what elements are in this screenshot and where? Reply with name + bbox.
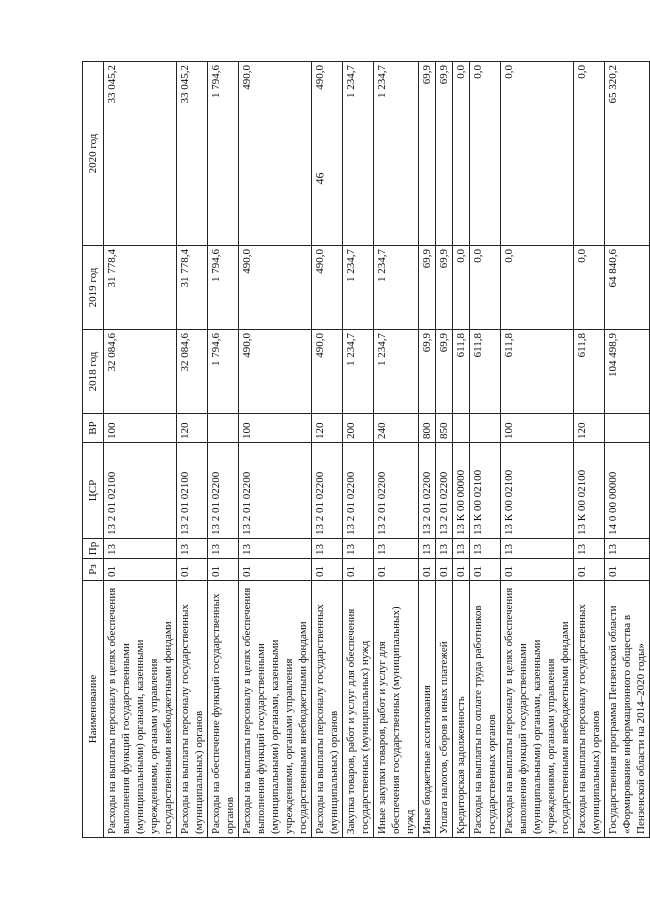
cell-csr: 13 2 01 02200 [208,443,239,539]
cell-2018: 69,9 [436,330,453,414]
page-number: 46 [312,172,327,185]
cell-pr: 13 [501,539,574,559]
cell-rz: 01 [436,559,453,581]
cell-vr: 100 [501,414,574,443]
cell-name: Кредиторская задолженность [453,581,470,838]
cell-2018: 611,8 [453,330,470,414]
table-row [239,62,312,838]
cell-2020: 490,0 [312,62,343,246]
cell-2019: 69,9 [436,246,453,330]
cell-2018: 1 234,7 [343,330,374,414]
cell-name: Расходы на выплаты персоналу государственных (муниципальных) органов [177,581,208,838]
cell-vr: 200 [343,414,374,443]
cell-2020: 69,9 [436,62,453,246]
cell-pr: 13 [574,539,605,559]
cell-name: Расходы на выплаты персоналу государственных (муниципальных) органов [574,581,605,838]
cell-vr: 240 [374,414,419,443]
cell-csr: 13 К 00 02100 [574,443,605,539]
cell-name: Расходы на выплаты персоналу в целях обеспечения выполнения функций государственными (муниципальными) органами, казенными учреждениями, органами управления государственными внебюджетными фондами [104,581,177,838]
cell-vr [208,414,239,443]
header-csr: ЦСР [83,443,104,539]
cell-2019: 1 234,7 [374,246,419,330]
cell-vr: 800 [419,414,436,443]
cell-2019: 31 778,4 [104,246,177,330]
cell-name: Иные бюджетные ассигнования [419,581,436,838]
cell-csr: 13 2 01 02200 [239,443,312,539]
cell-vr [470,414,501,443]
cell-rz: 01 [177,559,208,581]
cell-2020: 0,0 [470,62,501,246]
cell-2018: 32 084,6 [177,330,208,414]
cell-2020: 490,0 [239,62,312,246]
cell-name: Расходы на выплаты персоналу государственных (муниципальных) органов [312,581,343,838]
cell-2018: 490,0 [312,330,343,414]
cell-pr: 13 [419,539,436,559]
cell-vr: 100 [239,414,312,443]
table-row [453,62,470,838]
cell-pr: 13 [453,539,470,559]
table-row [501,62,574,838]
cell-rz: 01 [574,559,605,581]
cell-2019: 31 778,4 [177,246,208,330]
cell-2020: 65 320,2 [605,62,650,246]
cell-pr: 13 [208,539,239,559]
table-row [605,62,650,838]
table-header-row [83,62,104,838]
table-row [343,62,374,838]
cell-2020: 69,9 [419,62,436,246]
header-pr: Пр [83,539,104,559]
cell-pr: 13 [177,539,208,559]
cell-csr: 13 2 01 02100 [104,443,177,539]
cell-2020: 1 234,7 [343,62,374,246]
cell-csr: 13 2 01 02200 [374,443,419,539]
cell-rz: 01 [312,559,343,581]
cell-2019: 1 794,6 [208,246,239,330]
cell-pr: 13 [312,539,343,559]
cell-name: Расходы на обеспечение функций государственных органов [208,581,239,838]
cell-name: Иные закупки товаров, работ и услуг для обеспечения государственных (муниципальных) нужд [374,581,419,838]
table-row [436,62,453,838]
cell-csr: 13 2 01 02200 [312,443,343,539]
cell-name: Закупка товаров, работ и услуг для обеспечения государственных (муниципальных) нужд [343,581,374,838]
cell-2020: 33 045,2 [104,62,177,246]
cell-pr: 13 [239,539,312,559]
cell-vr [453,414,470,443]
cell-rz: 01 [208,559,239,581]
cell-2018: 490,0 [239,330,312,414]
cell-rz: 01 [453,559,470,581]
cell-name: Уплата налогов, сборов и иных платежей [436,581,453,838]
cell-vr: 120 [312,414,343,443]
cell-pr: 13 [104,539,177,559]
cell-rz: 01 [239,559,312,581]
cell-csr: 13 2 01 02200 [436,443,453,539]
header-2018: 2018 год [83,330,104,414]
table-row [177,62,208,838]
cell-2018: 1 794,6 [208,330,239,414]
cell-pr: 13 [374,539,419,559]
cell-2019: 0,0 [574,246,605,330]
header-2019: 2019 год [83,246,104,330]
table-row [208,62,239,838]
cell-csr: 13 К 00 00000 [453,443,470,539]
cell-2019: 490,0 [312,246,343,330]
header-2020: 2020 год [83,62,104,246]
cell-csr: 13 К 00 02100 [501,443,574,539]
cell-2019: 0,0 [453,246,470,330]
header-name: Наименование [83,581,104,838]
cell-csr: 14 0 00 00000 [605,443,650,539]
cell-vr: 850 [436,414,453,443]
table-row [419,62,436,838]
cell-2019: 64 840,6 [605,246,650,330]
cell-2020: 1 794,6 [208,62,239,246]
table-row [104,62,177,838]
cell-rz: 01 [343,559,374,581]
cell-rz: 01 [470,559,501,581]
rotated-page-content [82,62,647,838]
cell-vr: 100 [104,414,177,443]
cell-name: Государственная программа Пензенской области «Формирование информационного общества в Пензенской области на 2014–2020 годы» [605,581,650,838]
cell-pr: 13 [605,539,650,559]
cell-2018: 611,8 [501,330,574,414]
cell-pr: 13 [470,539,501,559]
cell-vr: 120 [177,414,208,443]
table-row [470,62,501,838]
cell-2019: 490,0 [239,246,312,330]
cell-2019: 1 234,7 [343,246,374,330]
cell-csr: 13 2 01 02100 [177,443,208,539]
cell-2018: 32 084,6 [104,330,177,414]
cell-2019: 0,0 [470,246,501,330]
cell-name: Расходы на выплаты по оплате труда работников государственных органов [470,581,501,838]
cell-2018: 611,8 [470,330,501,414]
cell-rz: 01 [104,559,177,581]
cell-csr: 13 К 00 02100 [470,443,501,539]
header-vr: ВР [83,414,104,443]
cell-2020: 0,0 [574,62,605,246]
table-row [574,62,605,838]
cell-2019: 0,0 [501,246,574,330]
cell-rz: 01 [501,559,574,581]
cell-2018: 611,8 [574,330,605,414]
cell-name: Расходы на выплаты персоналу в целях обеспечения выполнения функций государственными (муниципальными) органами, казенными учреждениями, органами управления государственными внебюджетными фондами [501,581,574,838]
table-row [312,62,343,838]
cell-pr: 13 [436,539,453,559]
cell-rz: 01 [374,559,419,581]
cell-csr: 13 2 01 02200 [419,443,436,539]
cell-vr: 120 [574,414,605,443]
header-rz: Рз [83,559,104,581]
cell-2018: 104 498,9 [605,330,650,414]
cell-rz: 01 [419,559,436,581]
cell-2018: 69,9 [419,330,436,414]
cell-csr: 13 2 01 02200 [343,443,374,539]
cell-2020: 0,0 [453,62,470,246]
cell-2020: 1 234,7 [374,62,419,246]
budget-table [82,61,650,838]
cell-name: Расходы на выплаты персоналу в целях обеспечения выполнения функций государственными (муниципальными) органами, казенными учреждениями, органами управления государственными внебюджетными фондами [239,581,312,838]
cell-2019: 69,9 [419,246,436,330]
cell-pr: 13 [343,539,374,559]
cell-2020: 33 045,2 [177,62,208,246]
cell-vr [605,414,650,443]
cell-rz: 01 [605,559,650,581]
cell-2018: 1 234,7 [374,330,419,414]
table-row [374,62,419,838]
cell-2020: 0,0 [501,62,574,246]
